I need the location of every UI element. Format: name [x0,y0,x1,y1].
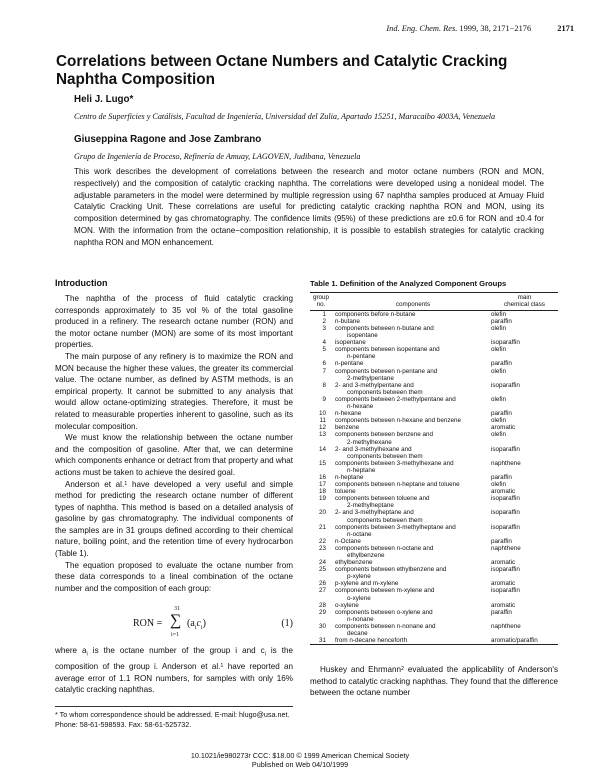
table-row [310,481,558,488]
table-row [310,488,558,495]
chemical-class: paraffin [491,608,512,616]
group-number: 28 [318,601,326,609]
components-text: p-xylene and m-xylene [335,580,399,588]
chemical-class: isoparaffin [491,566,520,574]
components-text: components between 3-methylheptane and [335,523,456,531]
eq-sum-bottom: i=1 [171,632,180,638]
chemical-class: aromatic/paraffin [491,637,538,645]
text-run: is the composition of the group i. Anderson et al. [55,646,293,672]
table-row [310,410,558,417]
group-number: 7 [322,367,326,375]
eq-sub: i [200,625,203,631]
chemical-class: isoparaffin [491,339,520,347]
components-text: n-hexane [335,410,362,418]
components-text: components between benzene and [335,431,434,439]
sub-i: i [264,651,266,658]
components-text: components between m-xylene and [335,587,435,595]
group-number: 19 [318,495,326,503]
components-text-cont: n-hexane [347,403,374,411]
components-text-cont: 2-methylhexane [347,438,392,446]
text-run: have reported an average error of 1.1 RON numbers, for samples with only 16% catalytic cracking naphthas. [55,662,293,695]
table-row [310,346,558,360]
text-run: Huskey and Ehrmann [320,665,402,674]
table-row [310,538,558,545]
group-components [332,587,491,601]
eq-term [187,618,206,631]
chemical-class: paraffin [491,537,512,545]
table-row [310,318,558,325]
group-number: 27 [318,587,326,595]
components-text: o-xylene [335,601,359,609]
chemical-class: aromatic [491,601,516,609]
table-row [310,509,558,523]
components-text-cont: isopentane [347,332,378,340]
volume-info: 1999, 38, 2171−2176 [459,24,532,33]
component-groups-table [310,292,558,645]
table-row [310,311,558,318]
group-number: 14 [318,445,326,453]
components-text-cont: components between them [347,452,423,460]
intro-paragraph-3: We must know the relationship between the octane number and the composition of gasoline. After that, we can determine which components enhance or detract from that property and what actions must be taken to achieve the desired goal. [55,433,293,477]
components-text: components between o-xylene and [335,608,433,616]
intro-paragraph-1: The naphtha of the process of fluid catalytic cracking corresponds approximately to 35 vol % of the total gasoline produced in a refinery. The research octane number (RON) and the motor octane number (MON) are some of its most important properties. [55,294,293,350]
group-components [332,318,491,325]
chemical-class: olefin [491,367,507,375]
group-components [332,609,491,623]
eq-c: c [196,618,201,629]
table-row [310,460,558,474]
table-row [310,559,558,566]
components-text-cont: components between them [347,516,423,524]
header-text: no. [316,301,326,309]
components-text: n-heptane [335,473,364,481]
table-row [310,580,558,587]
components-text: components before n-butane [335,310,416,318]
group-number: 30 [318,622,326,630]
components-text: n-Octane [335,537,361,545]
citation-2[interactable]: 2 [401,666,405,672]
group-number: 26 [318,580,326,588]
huskey-paragraph [310,664,558,699]
group-number: 22 [318,537,326,545]
chemical-class: naphthene [491,544,521,552]
sum-symbol-icon: ∑ [170,612,182,629]
components-text: components between ethylbenzene and [335,566,447,574]
group-number: 6 [322,360,326,368]
components-text: components between isopentane and [335,346,440,354]
components-text: components between n-octane and [335,544,434,552]
chemical-class: isoparaffin [491,509,520,517]
text-run: evaluated the applicability of Anderson's method to catalytic cracking naphthas. They found that the difference between the octane number [310,665,558,698]
footer-doi: 10.1021/ie980273r CCC: $18.00 © 1999 American Chemical Society [190,751,410,760]
group-components [332,431,491,445]
table-row [310,495,558,509]
table-row [310,623,558,637]
components-text-cont: components between them [347,388,423,396]
components-text: components between 2-methylpentane and [335,395,456,403]
chemical-class: aromatic [491,488,516,496]
group-components [332,559,491,566]
group-components [332,325,491,339]
components-text: components between toluene and [335,495,430,503]
group-number: 5 [322,346,326,354]
chemical-class: paraffin [491,473,512,481]
group-number: 8 [322,381,326,389]
chemical-class: olefin [491,481,507,489]
eq-lhs: RON = [133,618,163,629]
group-components [332,509,491,523]
components-text-cont: n-heptane [347,466,376,474]
group-components [332,396,491,410]
running-header [0,24,574,33]
author-2: Giuseppina Ragone and Jose Zambrano [74,134,262,145]
components-text-cont: 2-methylheptane [347,502,394,510]
equation-number: (1) [281,618,293,629]
group-number: 24 [318,559,326,567]
components-text: components between 3-methylhexane and [335,459,454,467]
chemical-class: olefin [491,346,507,354]
table-row [310,637,558,644]
chemical-class: isoparaffin [491,445,520,453]
header-text: chemical class [504,301,545,309]
group-components [332,410,491,417]
table-row [310,602,558,609]
group-number: 23 [318,544,326,552]
table-row [310,545,558,559]
chemical-class: olefin [491,310,507,318]
group-number: 18 [318,488,326,496]
header-text: group [312,294,330,301]
components-text: components between n-butane and [335,325,434,332]
group-components [332,360,491,367]
components-text: benzene [335,424,360,432]
chemical-class: aromatic [491,559,516,567]
intro-paragraph-6 [55,645,293,696]
abstract: This work describes the development of correlations between the research and motor octane numbers (RON and MON, respectively) and the composition of catalytic cracking naphtha. The correlations were developed using a nonideal model. The adjustable parameters in the model were determined by multiple regression using 67 naphtha samples produced at Amuay Fluid Catalytic Cracking Unit. These correlations are useful for predicting catalytic cracking naphtha RON and MON, using its composition determined by gas chromatography. The confidence limits (95%) of these predictions are ±0.6 for RON and ±0.4 for MON. With the information from the octane−composition relationship, it is possible to establish strategies for catalytic cracking naphtha RON and MON enhancement. [74,167,544,247]
table-row [310,396,558,410]
table-row [310,446,558,460]
group-number: 1 [322,310,326,318]
intro-paragraph-5: The equation proposed to evaluate the octane number from these data corresponds to a lineal combination of the octane number and the composition of each group: [55,560,293,593]
table-row [310,609,558,623]
chemical-class: paraffin [491,317,512,325]
chemical-class: paraffin [491,360,512,368]
components-text: from n-decane henceforth [335,637,408,645]
page-number: 2171 [557,24,574,33]
equation-1 [55,606,293,639]
group-components [332,368,491,382]
group-number: 17 [318,481,326,489]
header-text: main [517,294,532,301]
chemical-class: isoparaffin [491,381,520,389]
group-components [332,637,491,644]
group-number: 11 [319,417,326,425]
intro-body [55,293,293,594]
table-row [310,368,558,382]
correspondence-footnote: * To whom correspondence should be addressed. E-mail: hlugo@usa.net. Phone: 58-61-598593. Fax: 58-61-525732. [55,706,293,729]
chemical-class: isoparaffin [491,587,520,595]
group-number: 29 [318,608,326,616]
section-heading-introduction: Introduction [55,278,108,288]
group-components [332,602,491,609]
chemical-class: olefin [491,417,507,425]
group-components [332,495,491,509]
group-components [332,623,491,637]
group-components [332,460,491,474]
table-row [310,339,558,346]
components-text: components between n-nonane and [335,622,436,630]
group-components [332,580,491,587]
components-text: 2- and 3-methylheptane and [335,509,414,517]
components-text-cont: ethylbenzene [347,552,385,559]
components-text: components between n-heptane and toluene [335,481,460,489]
components-text: n-butane [335,317,360,325]
chemical-class: paraffin [491,410,512,418]
group-number: 3 [322,325,326,332]
paper-title: Correlations between Octane Numbers and Catalytic Cracking Naphtha Composition [56,53,508,88]
components-text: toluene [335,488,356,496]
header-group [310,294,332,309]
components-text: ethylbenzene [335,559,373,567]
components-text: isopentane [335,339,366,347]
components-text: 2- and 3-methylpentane and [335,381,414,389]
group-number: 9 [322,395,326,403]
table-row [310,474,558,481]
author-1: Heli J. Lugo* [74,94,134,105]
group-components [332,538,491,545]
text-run: is the octane number of the group i and c [87,646,265,655]
components-text-cont: n-nonane [347,615,374,623]
chemical-class: isoparaffin [491,495,520,503]
group-number: 13 [318,431,326,439]
affiliation-2: Grupo de Ingeniería de Proceso, Refinería de Amuay, LAGOVEN, Judibana, Venezuela [74,152,361,161]
header-class [491,294,558,309]
components-text: components between n-hexane and benzene [335,417,462,425]
group-number: 21 [318,523,326,531]
components-text-cont: 2-methylpentane [347,374,394,382]
group-components [332,488,491,495]
chemical-class: aromatic [491,424,516,432]
footer-published: Published on Web 04/10/1999 [251,760,349,770]
table-body [310,311,558,644]
group-number: 31 [318,637,326,645]
group-number: 2 [322,317,326,325]
eq-sum-top: 31 [174,606,180,612]
chemical-class: olefin [491,395,507,403]
table-caption: Table 1. Definition of the Analyzed Component Groups [310,279,507,288]
table-row [310,360,558,367]
components-text: components between n-pentane and [335,367,438,375]
group-number: 15 [318,459,326,467]
table-row [310,524,558,538]
components-text-cont: decane [347,630,368,638]
eq-sub: i [194,625,197,631]
text-run: Anderson et al. [65,479,125,489]
chemical-class: olefin [491,325,507,332]
table-row [310,325,558,339]
header-components: components [395,301,431,308]
table-row [310,424,558,431]
citation-1[interactable]: 1 [220,663,224,670]
journal-name: Ind. Eng. Chem. Res. [386,24,458,33]
components-text-cont: p-xylene [347,573,371,581]
table-row [310,382,558,396]
group-components [332,545,491,559]
group-number: 4 [322,339,326,347]
group-components [332,311,491,318]
page-footer [0,751,600,770]
sub-i: i [86,651,88,658]
group-number: 20 [318,509,326,517]
group-number: 25 [318,566,326,574]
group-components [332,417,491,424]
components-text: 2- and 3-methylhexane and [335,445,412,453]
chemical-class: naphthene [491,622,521,630]
group-components [332,474,491,481]
eq-close: ) [202,618,206,629]
intro-paragraph-2: The main purpose of any refinery is to maximize the RON and MON because the higher these values, the greater its commercial value. The octane number, as defined by ASTM methods, is an empirical property. It cannot be submitted to any analysis that would allow octane-optimizing strategies. Therefore, it must be related to measurable properties inherent to gasoline, such as its molecular composition. [55,351,293,431]
table-row [310,566,558,580]
intro-paragraph-4 [55,479,293,560]
table-row [310,431,558,445]
paragraph-text [310,664,558,699]
affiliation-1: Centro de Superficies y Catálisis, Facultad de Ingeniería, Universidad del Zulia, Apartado 15251, Maracaibo 4003A, Venezuela [74,112,496,121]
group-number: 10 [318,410,326,418]
group-number: 16 [318,473,326,481]
components-text-cont: o-xylene [347,594,371,602]
group-components [332,524,491,538]
text-run: have developed a very useful and simple method for predicting the research octane number of different types of naphtha. This method is based on a detailed analysis of gasoline by gas chromatography. The individual components of the samples are in 31 groups defined according to their chemical nature, boiling point, and the retention time of every hydrocarbon (Table 1). [55,479,293,559]
table-row [310,417,558,424]
group-components [332,481,491,488]
components-text-cont: n-octane [347,530,372,538]
citation-1[interactable]: 1 [124,480,128,487]
components-text-cont: n-pentane [347,353,376,361]
group-components [332,566,491,580]
group-components [332,382,491,396]
group-components [332,446,491,460]
group-number: 12 [318,424,326,432]
group-components [332,339,491,346]
text-run: where a [55,646,87,655]
chemical-class: aromatic [491,580,516,588]
eq-a: (a [187,618,195,629]
table-row [310,587,558,601]
components-text: n-pentane [335,360,364,368]
chemical-class: olefin [491,431,507,439]
group-components [332,424,491,431]
chemical-class: naphthene [491,459,521,467]
chemical-class: isoparaffin [491,523,520,531]
table-header [310,293,558,311]
group-components [332,346,491,360]
